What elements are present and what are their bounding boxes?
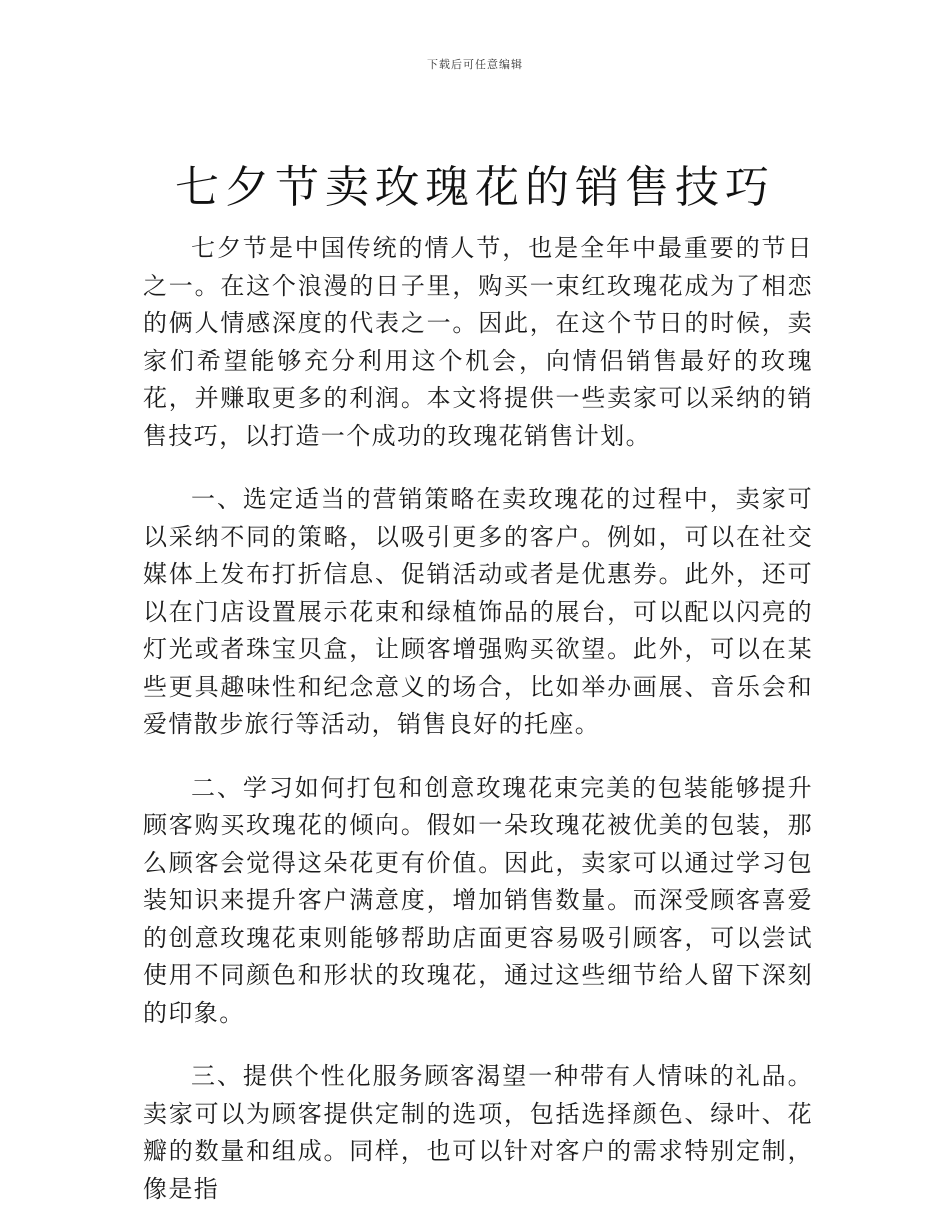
document-body <box>143 230 813 1230</box>
paragraph-intro: 七夕节是中国传统的情人节，也是全年中最重要的节日之一。在这个浪漫的日子里，购买一束红玫瑰花成为了相恋的俩人情感深度的代表之一。因此，在这个节日的时候，卖家们希望能够充分利用这个机会，向情侣销售最好的玫瑰花，并赚取更多的利润。本文将提供一些卖家可以采纳的销售技巧，以打造一个成功的玫瑰花销售计划。 <box>143 234 813 450</box>
header-note: 下载后可任意编辑 <box>427 58 523 71</box>
document-title: 七夕节卖玫瑰花的销售技巧 <box>175 162 775 213</box>
paragraph-section-3: 三、提供个性化服务顾客渴望一种带有人情味的礼品。卖家可以为顾客提供定制的选项，包括选择颜色、绿叶、花瓣的数量和组成。同样，也可以针对客户的需求特别定制，像是指 <box>143 1062 813 1203</box>
paragraph-section-1: 一、选定适当的营销策略在卖玫瑰花的过程中，卖家可以采纳不同的策略，以吸引更多的客户。例如，可以在社交媒体上发布打折信息、促销活动或者是优惠券。此外，还可以在门店设置展示花束和绿植饰品的展台，可以配以闪亮的灯光或者珠宝贝盒，让顾客增强购买欲望。此外，可以在某些更具趣味性和纪念意义的场合，比如举办画展、音乐会和爱情散步旅行等活动，销售良好的托座。 <box>143 485 813 738</box>
paragraph-section-2: 二、学习如何打包和创意玫瑰花束完美的包装能够提升顾客购买玫瑰花的倾向。假如一朵玫瑰花被优美的包装，那么顾客会觉得这朵花更有价值。因此，卖家可以通过学习包装知识来提升客户满意度，增加销售数量。而深受顾客喜爱的创意玫瑰花束则能够帮助店面更容易吸引顾客，可以尝试使用不同颜色和形状的玫瑰花，通过这些细节给人留下深刻的印象。 <box>143 773 813 1027</box>
